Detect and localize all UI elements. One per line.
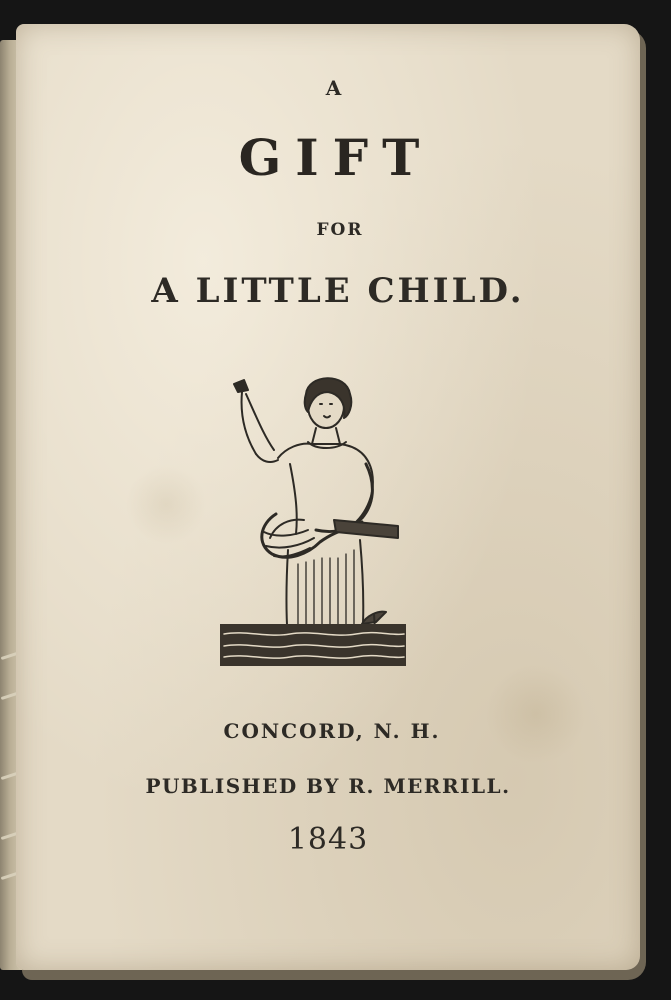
woodcut-woman-with-anchor-icon [216,354,416,669]
title-article: A [325,76,343,100]
imprint-year: 1843 [287,822,369,857]
imprint-publisher: PUBLISHED BY R. MERRILL. [145,774,511,798]
imprint-place: CONCORD, N. H. [223,719,441,743]
page-title: GIFT [238,128,434,187]
title-preposition: FOR [316,220,364,240]
page-subtitle: A LITTLE CHILD. [151,271,525,311]
title-page [16,24,640,970]
